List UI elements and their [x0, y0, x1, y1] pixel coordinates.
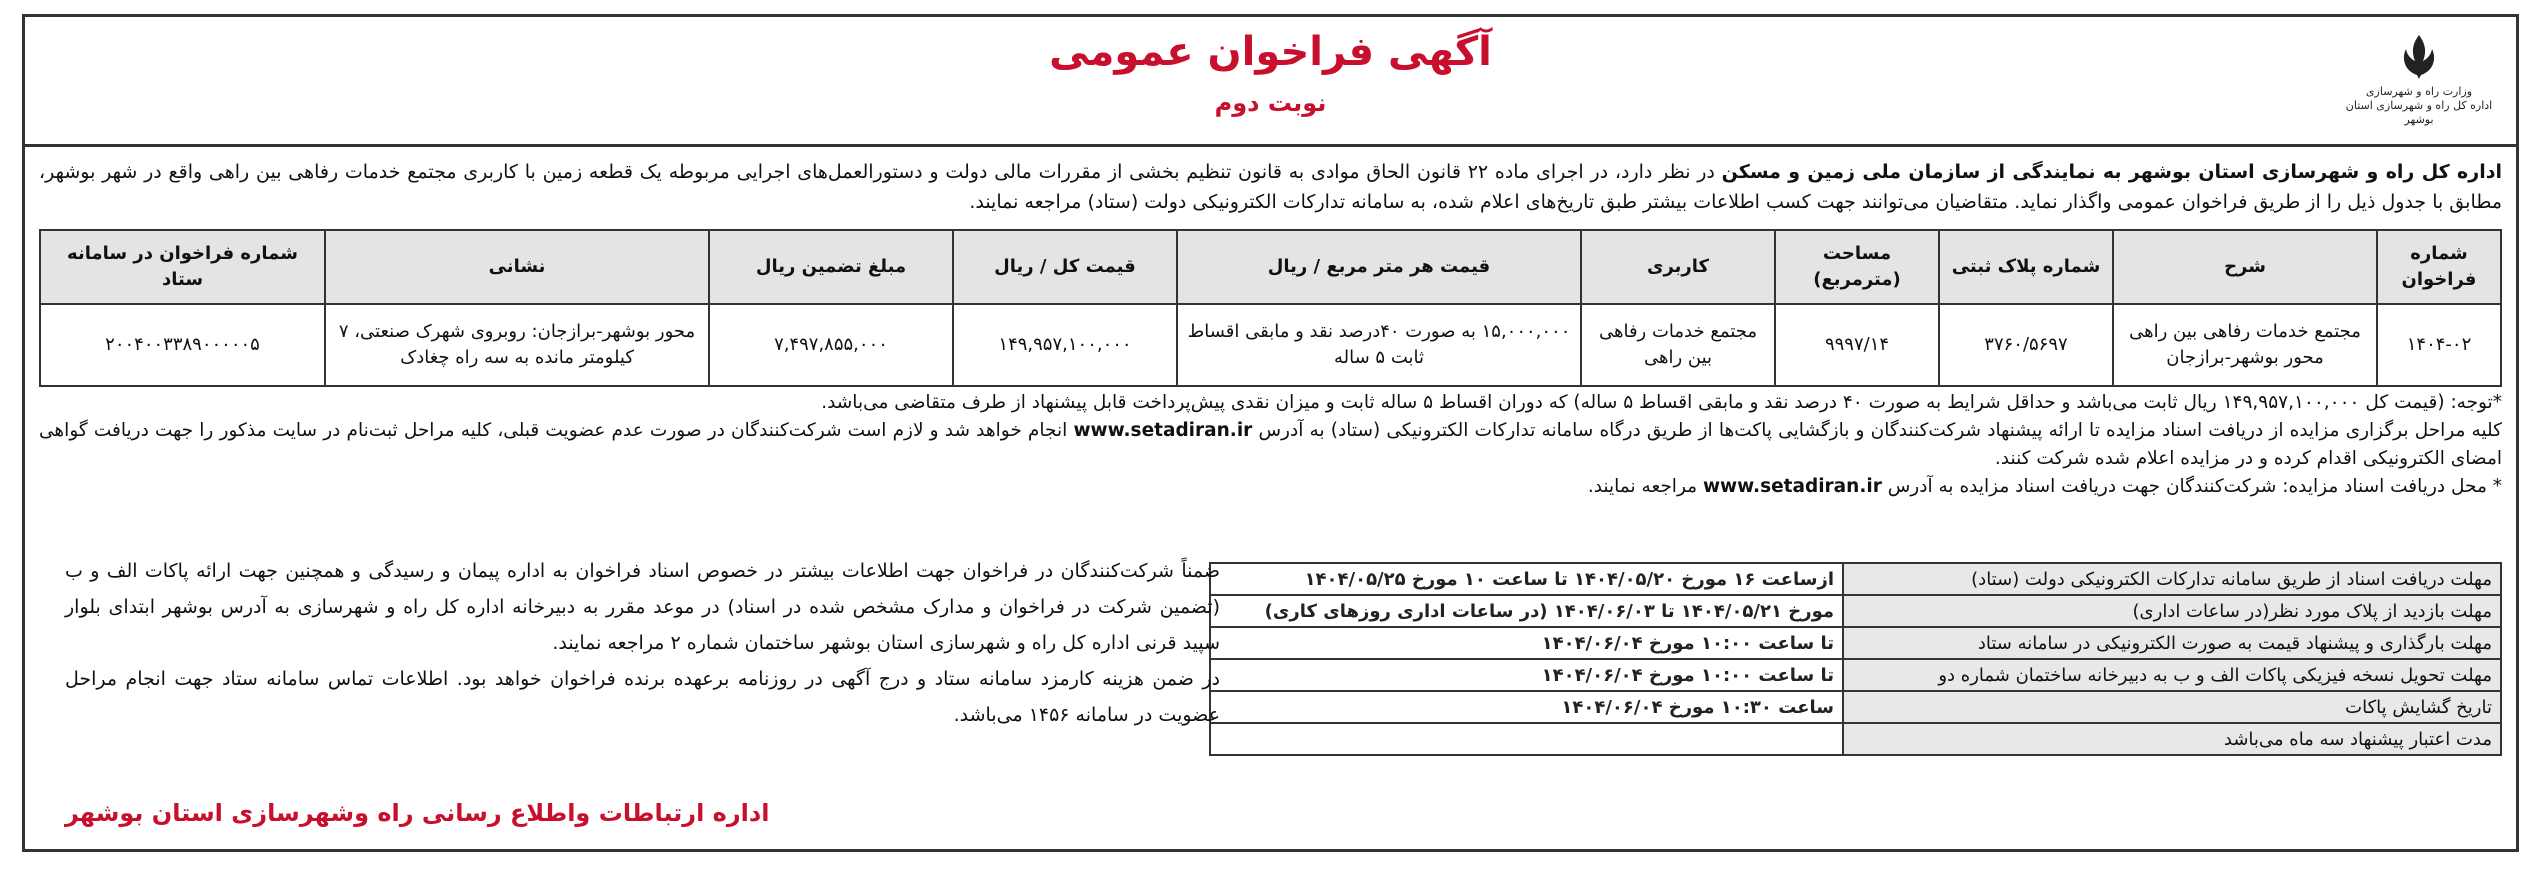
side-notes: [65, 553, 1220, 733]
col-header: نشانی: [325, 230, 709, 304]
schedule-row: [1210, 563, 2501, 595]
table-cell: ۹۹۹۷/۱۴: [1775, 304, 1939, 386]
logo-line-1: وزارت راه و شهرسازی: [2365, 85, 2473, 98]
note-price: *توجه: (قیمت کل ۱۴۹,۹۵۷,۱۰۰,۰۰۰ ریال ثابت می‌باشد و حداقل شرایط به صورت ۴۰ درصد نقد و مابقی اقساط ۵ ساله) که دوران اقساط ۵ ساله ثابت و میزان نقدی پیش‌پرداخت قابل پیشنهاد از طرف متقاضی می‌باشد.: [821, 392, 2502, 413]
schedule-value: تا ساعت ۱۰:۰۰ مورخ ۱۴۰۴/۰۶/۰۴: [1210, 627, 1843, 659]
table-cell: ۷,۴۹۷,۸۵۵,۰۰۰: [709, 304, 953, 386]
setad-link[interactable]: www.setadiran.ir: [1073, 420, 1253, 441]
page-subtitle: نوبت دوم: [1214, 89, 1327, 117]
ministry-logo: [2344, 29, 2494, 137]
note-process-text: کلیه مراحل برگزاری مزایده از دریافت اسناد مزایده تا ارائه پیشنهاد شرکت‌کنندگان و بازگشایی پاکت‌ها از طریق درگاه سامانه تدارکات الکترونیکی (ستاد) به آدرس: [1258, 420, 2502, 441]
col-header: قیمت کل / ریال: [953, 230, 1177, 304]
logo-line-2: اداره کل راه و شهرسازی استان بوشهر: [2345, 99, 2493, 126]
col-header: شماره فراخوان در سامانه ستاد: [40, 230, 325, 304]
table-cell: ۱۴۰۴-۰۲: [2377, 304, 2501, 386]
schedule-value: [1210, 723, 1843, 755]
table-cell: ۱۴۹,۹۵۷,۱۰۰,۰۰۰: [953, 304, 1177, 386]
col-header: مساحت (مترمربع): [1775, 230, 1939, 304]
schedule-row: [1210, 691, 2501, 723]
schedule-label: مهلت بازدید از پلاک مورد نظر(در ساعات اداری): [1843, 595, 2501, 627]
footer-signature: اداره ارتباطات واطلاع رسانی راه وشهرسازی استان بوشهر: [65, 799, 770, 827]
table-cell: مجتمع خدمات رفاهی بین راهی: [1581, 304, 1775, 386]
col-header: شرح: [2113, 230, 2377, 304]
page-title: آگهی فراخوان عمومی: [1049, 29, 1492, 75]
table-cell: محور بوشهر-برازجان: روبروی شهرک صنعتی، ۷ کیلومتر مانده به سه راه چغادک: [325, 304, 709, 386]
schedule-value: تا ساعت ۱۰:۰۰ مورخ ۱۴۰۴/۰۶/۰۴: [1210, 659, 1843, 691]
schedule-row: [1210, 659, 2501, 691]
note-documents-text-2: مراجعه نمایند.: [1587, 476, 1698, 497]
note-process: [39, 417, 2502, 473]
header: [25, 17, 2516, 147]
table-row: [40, 304, 2501, 386]
schedule-table: [1209, 562, 2502, 756]
note-documents: [39, 473, 2502, 501]
setad-link-2[interactable]: www.setadiran.ir: [1702, 476, 1882, 497]
intro-text: در نظر دارد، در اجرای ماده ۲۲ قانون الحاق موادی به قانون تنظیم بخشی از مقررات مالی دولت و دستورالعمل‌های اجرایی مربوطه یک قطعه زمین با کاربری مجتمع خدمات رفاهی بین راهی واقع در شهر بوشهر، مطابق با جدول ذیل را از طریق فراخوان عمومی واگذار نماید. متقاضیان می‌توانند جهت کسب اطلاعات بیشتر طبق تاریخ‌های اعلام شده، به سامانه تدارکات الکترونیکی دولت (ستاد) مراجعه نمایند.: [39, 161, 2502, 213]
side-paragraph-2: در ضمن هزینه کارمزد سامانه ستاد و درج آگهی در روزنامه برعهده برنده فراخوان خواهد بود. اطلاعات تماس سامانه ستاد جهت انجام مراحل عضویت در سامانه ۱۴۵۶ می‌باشد.: [65, 668, 1220, 726]
table-cell: ۱۵,۰۰۰,۰۰۰ به صورت ۴۰درصد نقد و مابقی اقساط ثابت ۵ ساله: [1177, 304, 1581, 386]
col-header: کاربری: [1581, 230, 1775, 304]
emblem-icon: [2391, 29, 2447, 85]
schedule-label: مهلت تحویل نسخه فیزیکی پاکات الف و ب به دبیرخانه ساختمان شماره دو: [1843, 659, 2501, 691]
table-header-row: [40, 230, 2501, 304]
schedule-label: مهلت بارگذاری و پیشنهاد قیمت به صورت الکترونیکی در سامانه ستاد: [1843, 627, 2501, 659]
schedule-row: [1210, 627, 2501, 659]
announcement-frame: [22, 14, 2519, 852]
col-header: قیمت هر متر مربع / ریال: [1177, 230, 1581, 304]
notes-section: [39, 389, 2502, 501]
schedule-row: [1210, 595, 2501, 627]
schedule-value: ساعت ۱۰:۳۰ مورخ ۱۴۰۴/۰۶/۰۴: [1210, 691, 1843, 723]
schedule-value: مورخ ۱۴۰۴/۰۵/۲۱ تا ۱۴۰۴/۰۶/۰۳ (در ساعات اداری روزهای کاری): [1210, 595, 1843, 627]
schedule-label: مدت اعتبار پیشنهاد سه ماه می‌باشد: [1843, 723, 2501, 755]
intro-paragraph: [39, 157, 2502, 217]
note-documents-text: * محل دریافت اسناد مزایده: شرکت‌کنندگان جهت دریافت اسناد مزایده به آدرس: [1887, 476, 2502, 497]
schedule-row: [1210, 723, 2501, 755]
note-process-text-2: انجام خواهد شد و لازم است شرکت‌کنندگان در صورت عدم عضویت قبلی، کلیه مراحل ثبت‌نام در سایت مذکور را جهت دریافت گواهی امضای الکترونیکی اقدام کرده و در مزایده اعلام شده شرکت کنند.: [39, 420, 2502, 469]
auction-table: [39, 229, 2502, 387]
col-header: شماره پلاک ثبتی: [1939, 230, 2113, 304]
table-cell: ۳۷۶۰/۵۶۹۷: [1939, 304, 2113, 386]
col-header: شماره فراخوان: [2377, 230, 2501, 304]
intro-bold: اداره کل راه و شهرسازی استان بوشهر به نمایندگی از سازمان ملی زمین و مسکن: [1721, 161, 2502, 183]
schedule-label: تاریخ گشایش پاکات: [1843, 691, 2501, 723]
side-paragraph-1: ضمناً شرکت‌کنندگان در فراخوان جهت اطلاعات بیشتر در خصوص اسناد فراخوان به اداره پیمان و رسیدگی و همچنین جهت ارائه پاکات الف و ب (تضمین شرکت در فراخوان و مدارک مشخص شده در اسناد) در موعد مقرر به دبیرخانه اداره کل راه و شهرسازی به آدرس بوشهر ابتدای بلوار سپید قرنی اداره کل راه و شهرسازی استان بوشهر ساختمان شماره ۲ مراجعه نمایند.: [65, 560, 1220, 654]
table-cell: مجتمع خدمات رفاهی بین راهی محور بوشهر-برازجان: [2113, 304, 2377, 386]
col-header: مبلغ تضمین ریال: [709, 230, 953, 304]
schedule-label: مهلت دریافت اسناد از طریق سامانه تدارکات الکترونیکی دولت (ستاد): [1843, 563, 2501, 595]
schedule-value: ازساعت ۱۶ مورخ ۱۴۰۴/۰۵/۲۰ تا ساعت ۱۰ مورخ ۱۴۰۴/۰۵/۲۵: [1210, 563, 1843, 595]
table-cell: ۲۰۰۴۰۰۳۳۸۹۰۰۰۰۰۵: [40, 304, 325, 386]
